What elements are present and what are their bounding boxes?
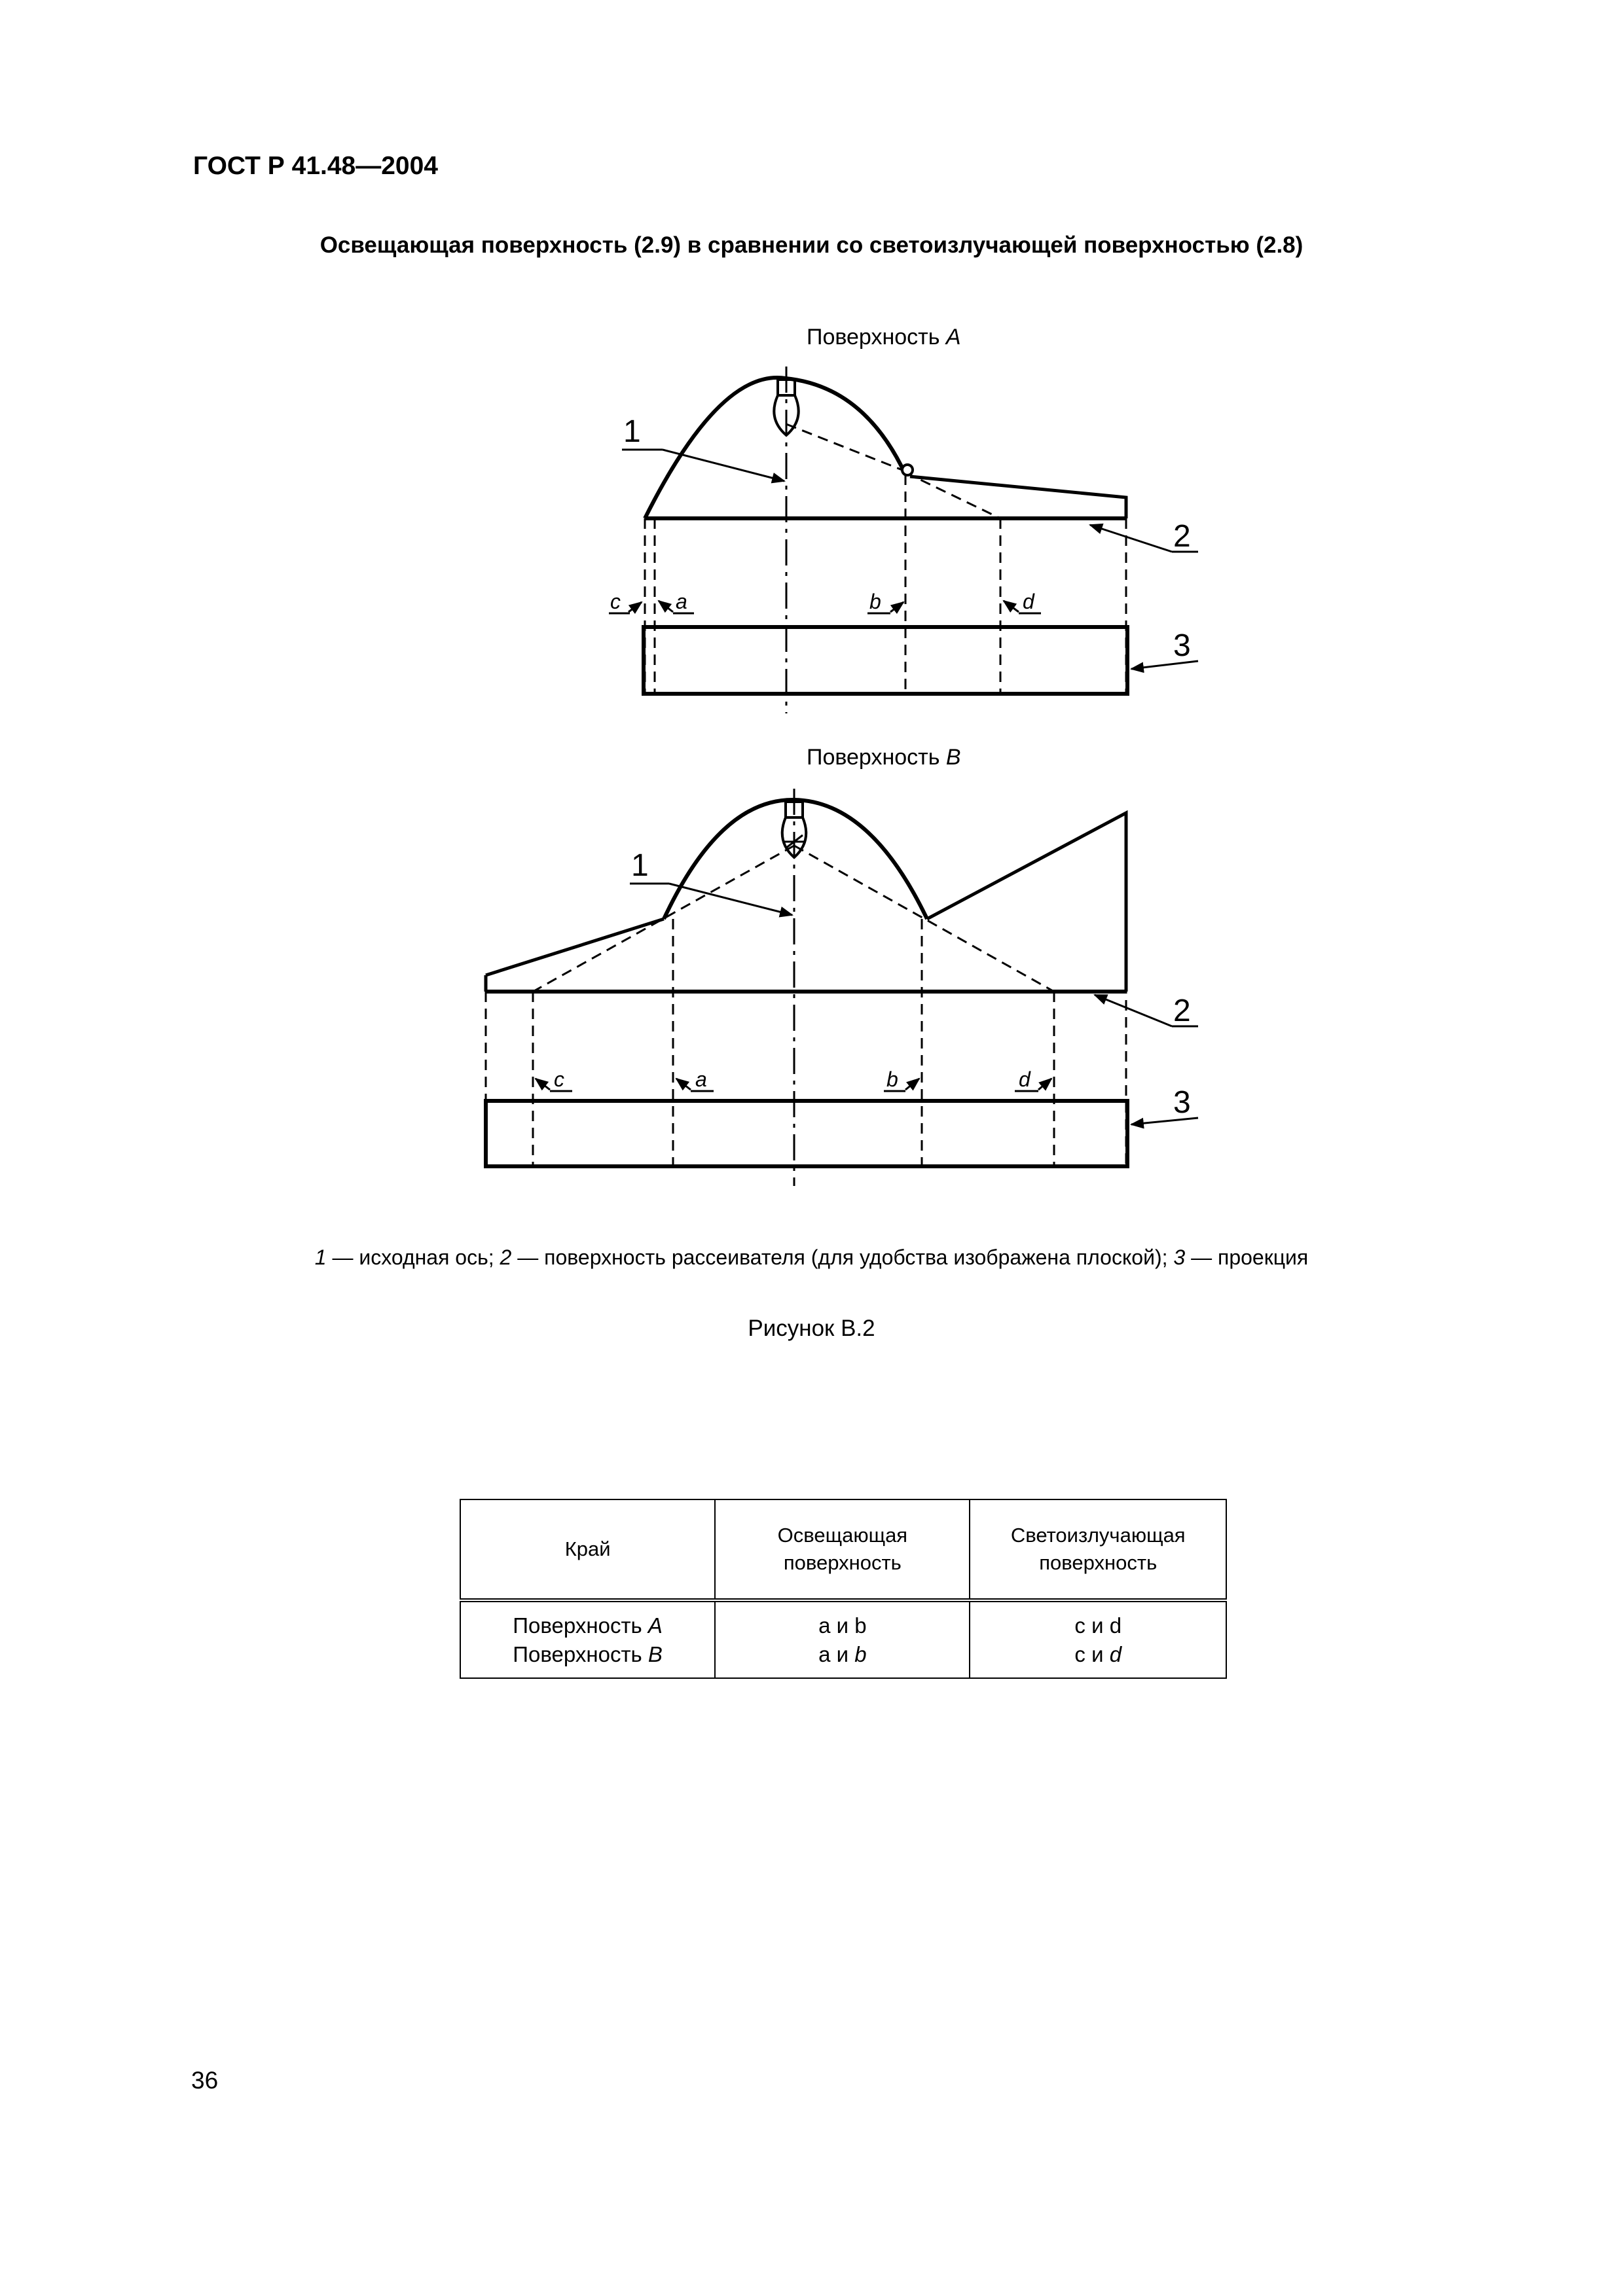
header-edge: Край xyxy=(460,1499,715,1600)
edge-d-a: d xyxy=(1023,590,1034,613)
callout-3-b: 3 xyxy=(1173,1085,1191,1120)
edge-b-b: b xyxy=(886,1067,898,1091)
edge-a-a: a xyxy=(676,590,687,613)
callout-1-a: 1 xyxy=(623,414,641,449)
callout-2-b: 2 xyxy=(1173,994,1191,1028)
table-header-row xyxy=(460,1499,1226,1600)
surface-a-label: Поверхность A xyxy=(807,325,961,350)
surface-a-drawing xyxy=(609,367,1198,713)
figure-legend: 1 — исходная ось; 2 — поверхность рассеивателя (для удобства изображена плоской); 3 — проекция xyxy=(314,1246,1309,1269)
callout-2-a: 2 xyxy=(1173,519,1191,554)
callout-1-b: 1 xyxy=(631,848,649,883)
edges-table xyxy=(460,1499,1227,1679)
edge-a-b: a xyxy=(695,1067,707,1091)
surface-b-label: Поверхность B xyxy=(807,745,961,770)
header-emitting: Светоизлучающая поверхность xyxy=(970,1499,1226,1600)
cell-edge: Поверхность A Поверхность B xyxy=(460,1600,715,1678)
page-number: 36 xyxy=(191,2067,219,2094)
edge-c-b: c xyxy=(554,1067,564,1091)
edge-b-a: b xyxy=(869,590,881,613)
section-title: Освещающая поверхность (2.9) в сравнении со светоизлучающей поверхностью (2.8) xyxy=(319,232,1304,258)
edge-d-b: d xyxy=(1019,1067,1030,1091)
document-header: ГОСТ Р 41.48—2004 xyxy=(193,152,438,180)
cell-emitting: c и d c и d xyxy=(970,1600,1226,1678)
edge-c-a: c xyxy=(610,590,621,613)
surface-b-drawing xyxy=(486,789,1198,1186)
figure-caption: Рисунок В.2 xyxy=(748,1316,875,1341)
cell-illuminating: a и b а и b xyxy=(715,1600,970,1678)
table-row xyxy=(460,1600,1226,1678)
header-illuminating: Освещающая поверхность xyxy=(715,1499,970,1600)
callout-3-a: 3 xyxy=(1173,628,1191,663)
